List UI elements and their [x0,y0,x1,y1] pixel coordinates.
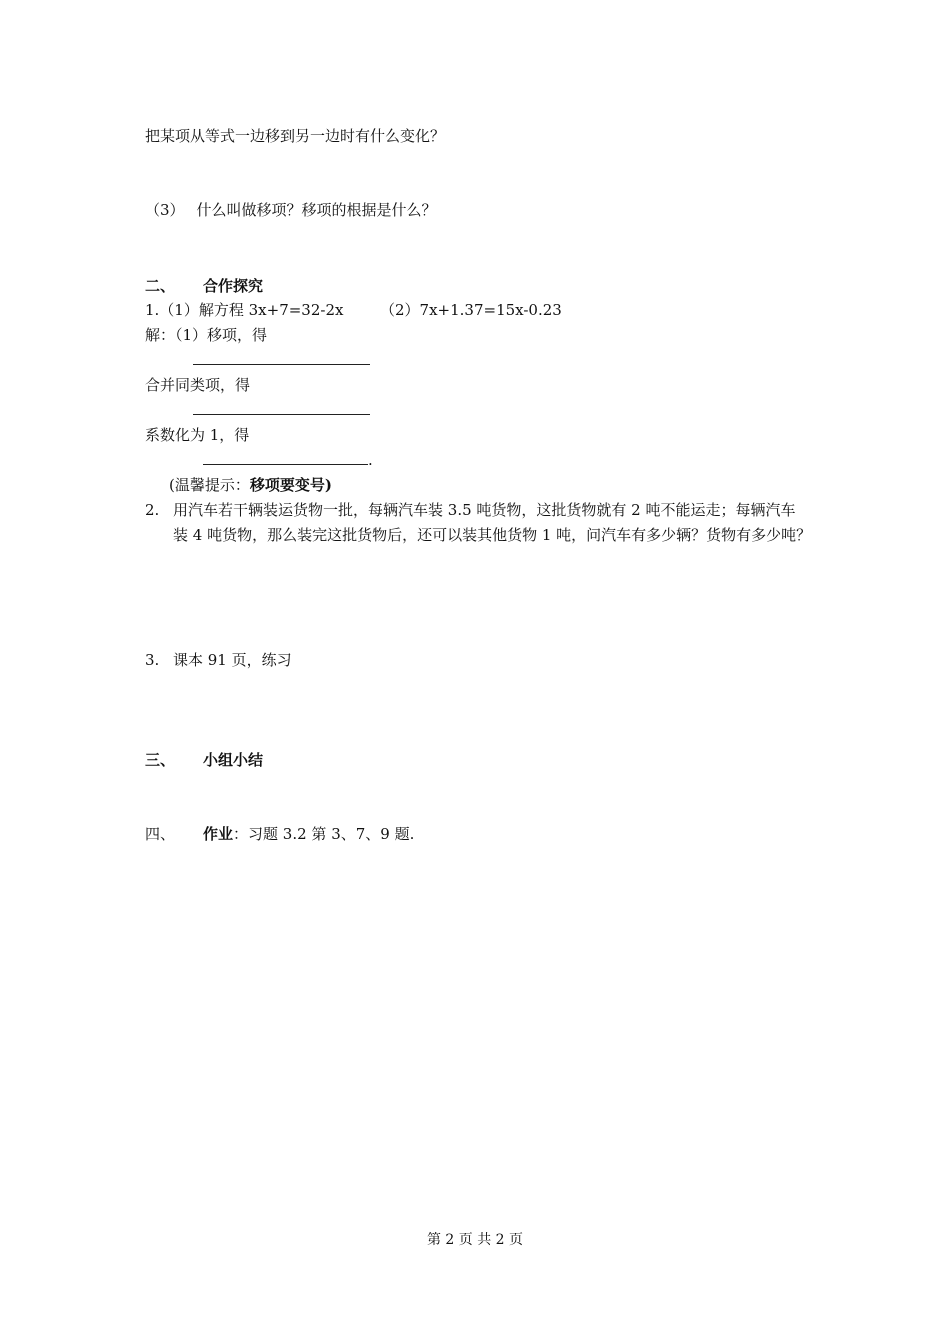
exercise-2-number: 2. [145,501,160,519]
section-4-heading [145,824,414,844]
answer-end-period: . [368,451,373,469]
solution-step-coefficient: 系数化为 1，得 [145,426,250,444]
exercise-3-number: 3. [145,651,160,669]
section-3-number: 三、 [145,751,176,769]
section-2-heading [145,276,263,296]
page-footer: 第 2 页 共 2 页 [426,1232,524,1248]
solution-step-combine: 合并同类项，得 [145,376,251,394]
solution-step-move: 解：（1）移项，得 [145,326,268,344]
exercise-2-line-1: 用汽车若干辆装运货物一批，每辆汽车装 3.5 吨货物，这批货物就有 2 吨不能运走；每辆汽车 [173,501,796,519]
exercise-1-part-1: 1.（1）解方程 3x+7=32-2x [145,301,344,319]
exercise-2-line-2: 装 4 吨货物，那么装完这批货物后，还可以装其他货物 1 吨，问汽车有多少辆？货物有多少吨？ [173,526,812,544]
section-4-number: 四、 [145,825,176,843]
section-2-number: 二、 [145,277,176,295]
answer-blank-1[interactable] [193,350,370,370]
question-3-text: 什么叫做移项？移项的根据是什么？ [196,201,437,219]
answer-blank-3[interactable] [203,450,373,470]
section-3-title: 小组小结 [203,751,264,769]
question-3-number: （3） [145,201,185,219]
answer-blank-2[interactable] [193,400,370,420]
question-3 [145,200,437,220]
hint-suffix: ) [324,476,332,494]
exercise-3-text: 课本 91 页，练习 [173,651,292,669]
section-2-title: 合作探究 [203,277,264,295]
hint-prefix: (温馨提示： [169,476,250,494]
section-4-detail: ：习题 3.2 第 3、7、9 题. [233,825,415,843]
exercise-1-part-2: （2）7x+1.37=15x-0.23 [380,301,562,319]
section-4-title: 作业 [203,825,234,843]
hint [169,475,332,495]
section-3-heading [145,750,263,770]
hint-emphasis: 移项要变号 [249,476,325,494]
question-move-change: 把某项从等式一边移到另一边时有什么变化？ [145,127,446,145]
